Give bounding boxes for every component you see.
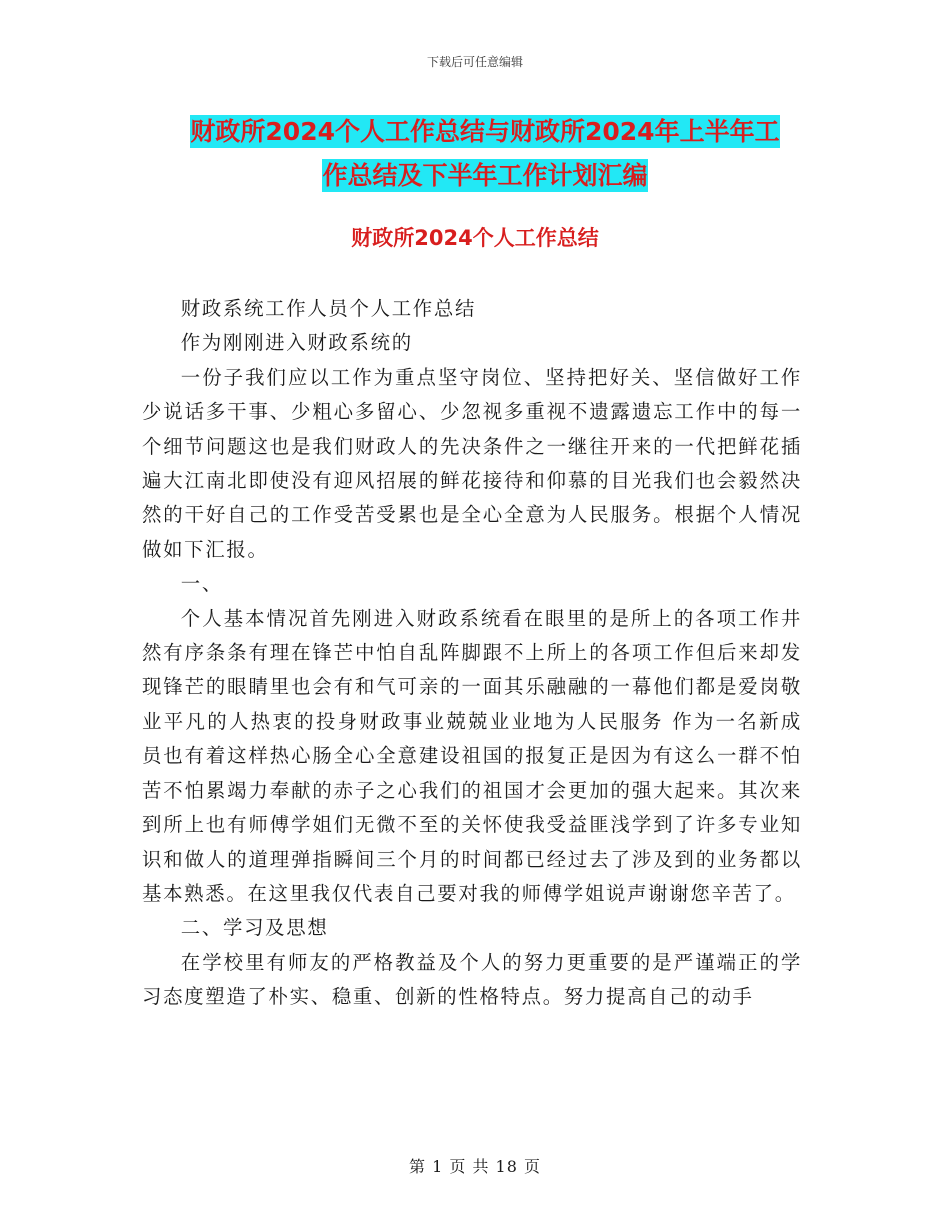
document-title-text-2: 作总结及下半年工作计划汇编 — [322, 161, 648, 190]
document-title-line-2 — [150, 154, 820, 198]
document-title — [150, 110, 820, 198]
body-paragraph: 一份子我们应以工作为重点坚守岗位、坚持把好关、坚信做好工作少说话多干事、少粗心多留心、少忽视多重视不遗露遗忘工作中的每一个细节问题这也是我们财政人的先决条件之一继往开来的一代把鲜花插遍大江南北即使没有迎风招展的鲜花接待和仰慕的目光我们也会毅然决然的干好自己的工作受苦受累也是全心全意为人民服务。根据个人情况做如下汇报。 — [142, 365, 802, 561]
body-paragraph: 二、学习及思想 — [180, 916, 329, 940]
body-paragraph: 个人基本情况首先刚进入财政系统看在眼里的是所上的各项工作井然有序条条有理在锋芒中怕自乱阵脚跟不上所上的各项工作但后来却发现锋芒的眼睛里也会有和气可亲的一面其乐融融的一幕他们都是爱岗敬业平凡的人热衷的投身财政事业兢兢业业地为人民服务 作为一名新成员也有着这样热心肠全心全意建设祖国的报复正是因为有这么一群不怕苦不怕累竭力奉献的赤子之心我们的祖国才会更加的强大起来。其次来到所上也有师傅学姐们无微不至的关怀使我受益匪浅学到了许多专业知识和做人的道理弹指瞬间三个月的时间都已经过去了涉及到的业务都以基本熟悉。在这里我仅代表自己要对我的师傅学姐说声谢谢您辛苦了。 — [142, 606, 802, 905]
header-note: 下载后可任意编辑 — [426, 55, 523, 69]
document-body — [142, 292, 802, 1015]
body-paragraph: 一、 — [180, 572, 223, 596]
body-paragraph: 财政系统工作人员个人工作总结 — [180, 297, 477, 320]
body-paragraph: 在学校里有师友的严格教益及个人的努力更重要的是严谨端正的学习态度塑造了朴实、稳重、创新的性格特点。努力提高自己的动手 — [142, 950, 802, 1009]
document-title-line-1 — [150, 110, 820, 154]
document-title-text-1: 财政所2024个人工作总结与财政所2024年上半年工 — [190, 117, 780, 146]
page-number: 第 1 页 共 18 页 — [409, 1157, 541, 1176]
section-title: 财政所2024个人工作总结 — [351, 226, 599, 250]
body-paragraph: 作为刚刚进入财政系统的 — [180, 331, 413, 355]
